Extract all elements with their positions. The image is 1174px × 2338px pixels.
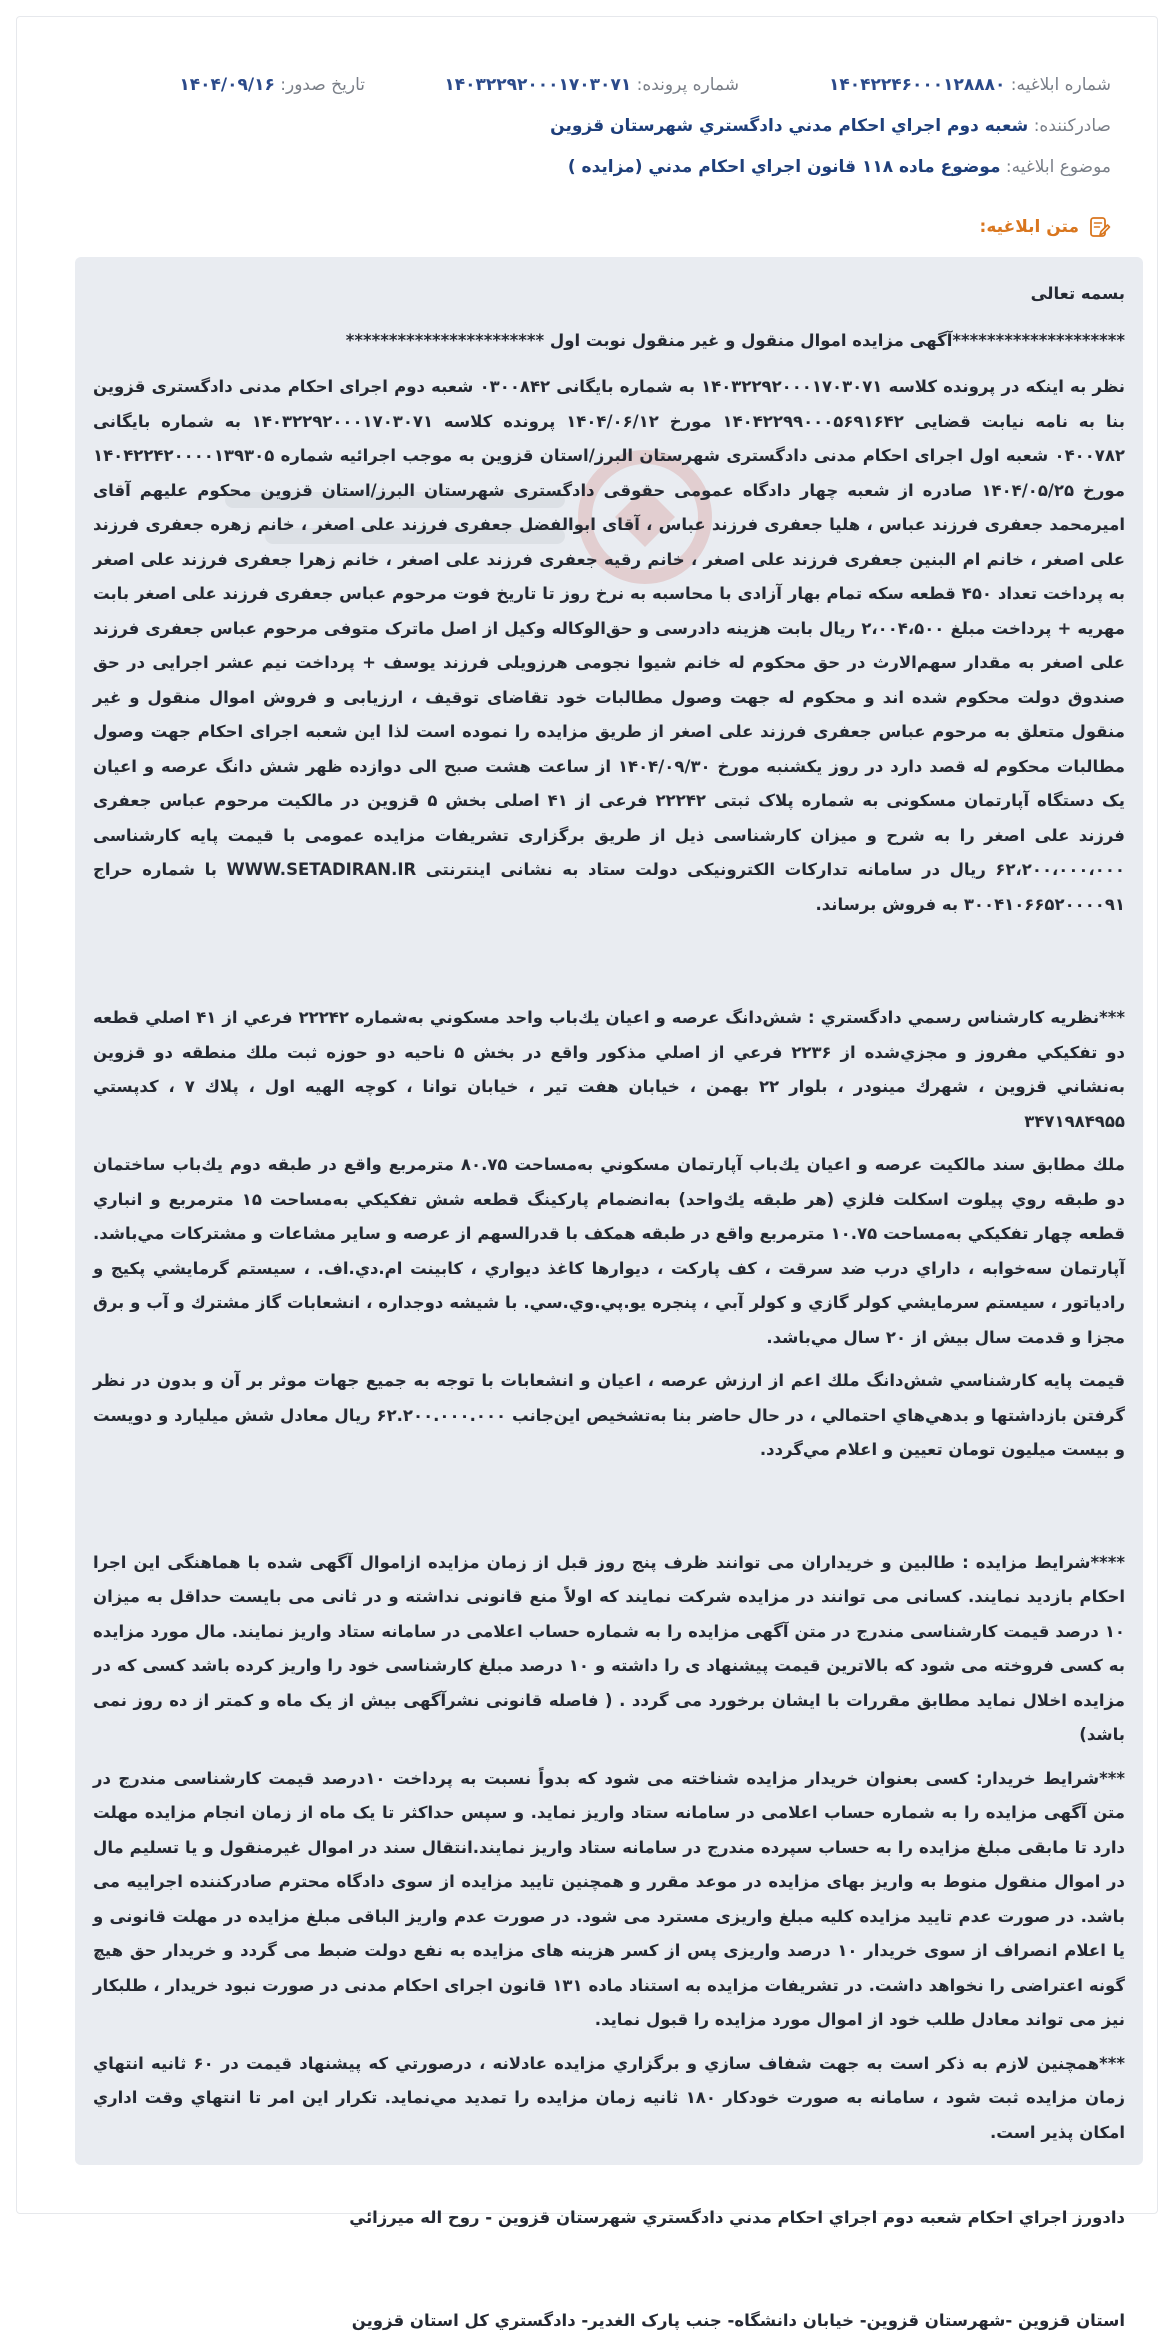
issuer-value: شعبه دوم اجراي احكام مدني دادگستري شهرستان قزوين [550,116,1028,136]
address-line: استان قزوین -شهرستان قزوین- خیابان دانشگاه- جنب پارک الغدیر- دادگستري كل استان قزوين [93,2304,1125,2338]
base-price-paragraph: قيمت پايه كارشناسي شش‌دانگ ملك اعم از ارزش عرصه ، اعيان و انشعابات با توجه به جميع جهات موثر بر آن و بدون در نظر گرفتن بازداشتها و بدهي‌هاي احتمالي ، در حال حاضر بنا به‌تشخيص اين‌جانب ۶۲.۲۰۰.۰۰۰.۰۰۰ ريال معادل شش ميليارد و دويست و بيست ميليون تومان تعيين و اعلام مي‌گردد. [93,1364,1125,1468]
subject-value: موضوع ماده ۱۱۸ قانون اجراي احكام مدني (مزايده ) [568,157,1001,177]
notification-card [16,16,1158,2214]
fairness-paragraph: ***همچنین لازم به ذکر است به جهت شفاف سازي و برگزاري مزايده عادلانه ، درصورتي كه پيشنهاد قيمت در ۶۰ ثانيه انتهاي زمان مزايده ثبت شود ، سامانه به صورت خودكار ۱۸۰ ثانيه زمان مزايده را تمديد مي‌نمايد. تكرار اين امر تا انتهاي وقت اداري امكان پذير است. [93,2047,1125,2151]
auction-headline: ********************آگهی مزایده اموال منقول و غیر منقول نوبت اول *********************** [93,324,1125,359]
subject-row [568,155,1111,179]
issue-date-value: ۱۴۰۴/۰۹/۱۶ [179,75,274,95]
basmala: بسمه تعالی [93,277,1125,312]
notification-text-title: متن ابلاغیه: [980,217,1079,237]
meta-row-ids [63,73,1111,97]
expert-opinion-paragraph: ***نظريه كارشناس رسمي دادگستري : شش‌دانگ عرصه و اعيان يك‌باب واحد مسكوني به‌شماره ۲۲۲۴۲ فرعي از ۴۱ اصلي قطعه دو تفكيكي مفروز و مجزي‌شده از ۲۲۳۶ فرعي از اصلي مذكور واقع در بخش ۵ ناحيه دو حوزه ثبت ملك منطقه دو قزوين به‌نشاني قزوين ، شهرك مينودر ، بلوار ۲۲ بهمن ، خيابان هفت تير ، خيابان توانا ، كوچه الهيه اول ، پلاك ۷ ، كدپستي ۳۴۷۱۹۸۴۹۵۵ [93,1001,1125,1139]
issuer-row [550,114,1111,138]
notification-number [829,73,1111,97]
file-number-label: شماره پرونده: [637,75,739,95]
notification-number-label: شماره ابلاغیه: [1011,75,1111,95]
subject-label: موضوع ابلاغیه: [1006,157,1111,177]
notification-body [75,257,1143,2165]
issue-date [179,73,365,97]
notification-text-heading [980,215,1111,239]
main-paragraph: نظر به اینکه در پرونده کلاسه ۱۴۰۳۲۲۹۲۰۰۰۱۷۰۳۰۷۱ به شماره بایگانی ۰۳۰۰۸۴۲ شعبه دوم اجرای احکام مدنی دادگستری قزوین بنا به نامه نیابت قضایی ۱۴۰۴۲۲۹۹۰۰۰۵۶۹۱۶۴۲ مورخ ۱۴۰۴/۰۶/۱۲ پرونده کلاسه ۱۴۰۳۲۲۹۲۰۰۰۱۷۰۳۰۷۱ به شماره بایگانی ۰۴۰۰۷۸۲ شعبه اول اجرای احکام مدنی دادگستری شهرستان البرز/استان قزوین به موجب اجرائیه شماره ۱۴۰۴۲۲۴۲۰۰۰۰۱۳۹۳۰۵ مورخ ۱۴۰۴/۰۵/۲۵ صادره از شعبه چهار دادگاه عمومی حقوقی دادگستری شهرستان البرز/استان قزوین محکوم علیهم آقای امیرمحمد جعفری فرزند عباس ، هلیا جعفری فرزند عباس ، آقای ابوالفضل جعفری فرزند علی اصغر ، خانم زهره جعفری فرزند علی اصغر ، خانم ام البنین جعفری فرزند علی اصغر ، خانم رقیه جعفری فرزند علی اصغر ، خانم زهرا جعفری فرزند علی اصغر به پرداخت تعداد ۴۵۰ قطعه سکه تمام بهار آزادی با محاسبه به نرخ روز تا تاریخ فوت مرحوم عباس جعفری فرزند علی اصغر بابت مهریه + پرداخت مبلغ ۲،۰۰۴،۵۰۰ ریال بابت هزینه دادرسی و حق‌الوکاله وکیل از اصل ماترک متوفی مرحوم عباس جعفری فرزند علی اصغر به مقدار سهم‌الارث در حق محکوم له خانم شیوا نجومی هرزویلی فرزند یوسف + پرداخت نیم عشر اجرایی در حق صندوق دولت محکوم شده اند و محکوم له جهت وصول مطالبات خود تقاضای توقیف ، ارزیابی و فروش اموال منقول و غیر منقول متعلق به مرحوم عباس جعفری فرزند علی اصغر از طریق مزایده را نموده است لذا این شعبه اجرای احکام جهت وصول مطالبات محکوم له قصد دارد در روز یکشنبه مورخ ۱۴۰۴/۰۹/۳۰ از ساعت هشت صبح الی دوازده ظهر شش دانگ عرصه و اعیان یک دستگاه آپارتمان مسکونی به شماره پلاک ثبتی ۲۲۲۴۲ فرعی از ۴۱ اصلی بخش ۵ قزوین در مالکیت مرحوم عباس جعفری فرزند علی اصغر را به شرح و میزان کارشناسی ذیل از طریق برگزاری تشریفات مزایده عمومی با قیمت پایه کارشناسی ۶۲،۲۰۰،۰۰۰،۰۰۰ ریال در سامانه تدارکات الکترونیکی دولت ستاد به نشانی اینترنتی WWW.SETADIRAN.IR با شماره حراج ۳۰۰۴۱۰۶۶۵۲۰۰۰۰۹۱ به فروش برساند. [93,370,1125,922]
notification-number-value: ۱۴۰۴۲۲۴۶۰۰۰۱۲۸۸۸۰ [829,75,1005,95]
signature-line: دادورز اجراي احكام شعبه دوم اجراي احكام مدني دادگستري شهرستان قزوين - روح اله ميرزائي [93,2201,1125,2236]
issuer-label: صادرکننده: [1034,116,1111,136]
document-edit-icon [1087,215,1111,239]
auction-terms-paragraph: ****شرایط مزایده : طالبین و خریداران می توانند ظرف پنج روز قبل از زمان مزایده ازاموال آگهی شده با هماهنگی این اجرا احکام بازدید نمایند. کسانی می توانند در مزایده شرکت نمایند که اولاً منع قانونی نداشته و در ثانی می بایست حداقل به میزان ۱۰ درصد قیمت کارشناسی مندرج در متن آگهی مزایده را به شماره حساب اعلامی در سامانه ستاد واریز نمایند. مال مورد مزایده به کسی فروخته می شود که بالاترین قیمت پیشنهاد ی را داشته و ۱۰ درصد مبلغ کارشناسی خود را واریز کرده باشد کسی که در مزایده اخلال نماید مطابق مقررات با ایشان برخورد می گردد . ( فاصله قانونی نشرآگهی بیش از یک ماه و کمتر از ده روز نمی باشد) [93,1546,1125,1753]
issue-date-label: تاریخ صدور: [280,75,365,95]
file-number [444,73,739,97]
property-description-paragraph: ملك مطابق سند مالكيت عرصه و اعيان يك‌باب آپارتمان مسكوني به‌مساحت ۸۰.۷۵ مترمربع واقع در طبقه دوم يك‌باب ساختمان دو طبقه روي پيلوت اسكلت فلزي (هر طبقه يك‌واحد) به‌انضمام پاركينگ قطعه شش تفكيكي به‌مساحت ۱۵ مترمربع و انباري قطعه چهار تفكيكي به‌مساحت ۱۰.۷۵ مترمربع واقع در طبقه همكف با قدرالسهم از عرصه و ساير مشاعات و مشتركات مي‌باشد. آپارتمان سه‌خوابه ، داراي درب ضد سرقت ، كف پاركت ، ديوارها كاغذ ديواري ، كابينت ام.دي.اف. ، سيستم گرمايشي پكيج و رادياتور ، سيستم سرمايشي كولر گازي و كولر آبي ، پنجره يو.پي.وي.سي. با شيشه دوجداره ، انشعابات گاز مشترك و آب و برق مجزا و قدمت سال بيش از ۲۰ سال مي‌باشد. [93,1148,1125,1355]
buyer-terms-paragraph: ***شرایط خریدار: کسی بعنوان خریدار مزایده شناخته می شود که بدواً نسبت به پرداخت ۱۰درصد قیمت کارشناسی مندرج در متن آگهی مزایده را به شماره حساب اعلامی در سامانه ستاد واریز نماید. و سپس حداکثر تا یک ماه از زمان انجام مزایده مهلت دارد تا مابقی مبلغ مزایده را به حساب سپرده مندرج در سامانه ستاد واریز نمایند.انتقال سند در اموال غیرمنقول و یا تسلیم مال در اموال منقول منوط به واریز بهای مزایده در موعد مقرر و همچنین تایید مزایده از سوی دادگاه محترم صادرکننده اجراییه می باشد. در صورت عدم تایید مزایده کلیه مبلغ واریزی مسترد می شود. در صورت عدم واریز الباقی مبلغ مزایده در مهلت قانونی و یا اعلام انصراف از سوی خریدار ۱۰ درصد واریزی پس از کسر هزینه های مزایده به نفع دولت ضبط می گردد و خریدار حق هیچ گونه اعتراضی را نخواهد داشت. در تشریفات مزایده به استناد ماده ۱۳۱ قانون اجرای احکام مدنی در صورت نبود خریدار ، طلبکار نیز می تواند معادل طلب خود از اموال مورد مزایده را قبول نماید. [93,1762,1125,2038]
file-number-value: ۱۴۰۳۲۲۹۲۰۰۰۱۷۰۳۰۷۱ [444,75,631,95]
